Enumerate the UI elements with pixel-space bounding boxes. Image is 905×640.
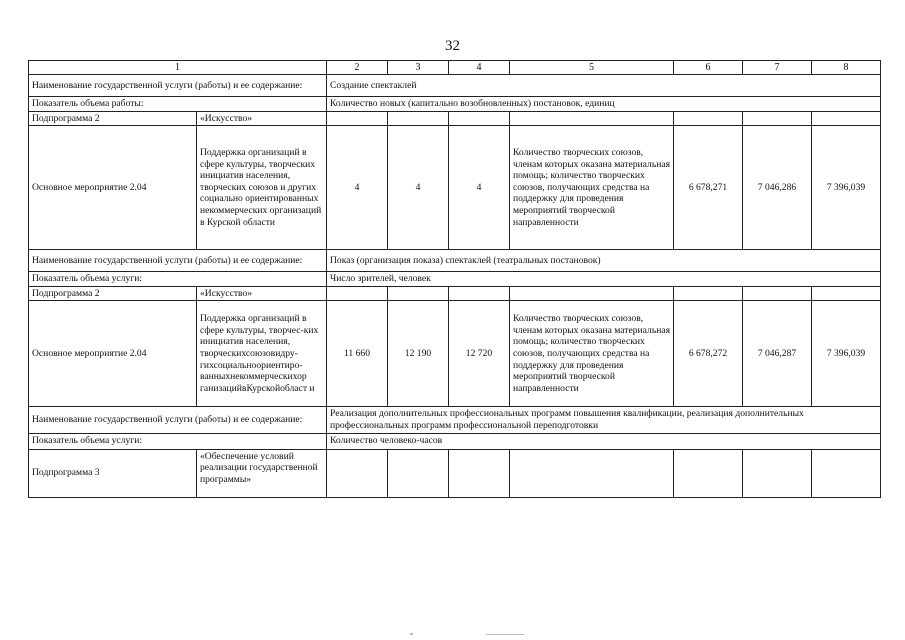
value-col-7: 7 046,287	[743, 301, 812, 407]
col-header-8: 8	[812, 61, 881, 75]
indicator-row	[29, 97, 881, 112]
value-col-6: 6 678,272	[674, 301, 743, 407]
value-col-5: Количество творческих союзов, членам которых оказана материальная помощь; количество творческих союзов, получающих средства на поддержку для проведения мероприятий творческой направленности	[510, 301, 674, 407]
event-row	[29, 301, 881, 407]
indicator-label: Показатель объема работы:	[29, 97, 327, 112]
indicator-value: Число зрителей, человек	[327, 272, 881, 287]
value-col-3: 4	[388, 126, 449, 250]
service-row	[29, 250, 881, 272]
value-col-8: 7 396,039	[812, 301, 881, 407]
value-col-4: 4	[449, 126, 510, 250]
indicator-label: Показатель объема услуги:	[29, 433, 327, 449]
value-col-5: Количество творческих союзов, членам которых оказана материальная помощь; количество творческих союзов, получающих средства на поддержку для проведения мероприятий творческой направленности	[510, 126, 674, 250]
budget-table	[28, 60, 881, 498]
col-header-4: 4	[449, 61, 510, 75]
service-value: Показ (организация показа) спектаклей (театральных постановок)	[327, 250, 881, 272]
subprogram-label: Подпрограмма 3	[29, 449, 197, 497]
value-col-4: 12 720	[449, 301, 510, 407]
scan-artifact	[486, 634, 524, 635]
col-header-5: 5	[510, 61, 674, 75]
value-col-3: 12 190	[388, 301, 449, 407]
column-numbers-row	[29, 61, 881, 75]
service-value: Создание спектаклей	[327, 75, 881, 97]
event-row	[29, 126, 881, 250]
subprogram-label: Подпрограмма 2	[29, 111, 197, 126]
subprogram-name: «Искусство»	[197, 111, 327, 126]
subprogram-name: «Обеспечение условий реализации государственной программы»	[197, 449, 327, 497]
value-col-7: 7 046,286	[743, 126, 812, 250]
page-number: 32	[445, 38, 460, 54]
event-label: Основное мероприятие 2.04	[29, 126, 197, 250]
subprogram-name: «Искусство»	[197, 286, 327, 301]
subprogram-label: Подпрограмма 2	[29, 286, 197, 301]
subprogram-row	[29, 449, 881, 497]
col-header-6: 6	[674, 61, 743, 75]
service-row	[29, 407, 881, 433]
service-label: Наименование государственной услуги (работы) и ее содержание:	[29, 250, 327, 272]
col-header-1: 1	[29, 61, 327, 75]
subprogram-row	[29, 111, 881, 126]
indicator-label: Показатель объема услуги:	[29, 272, 327, 287]
indicator-value: Количество человеко-часов	[327, 433, 881, 449]
event-description: Поддержка организаций в сфере культуры, творческих инициатив населения, творческих союзов и других социально ориентированных некоммерческих организаций в Курской области	[197, 126, 327, 250]
value-col-6: 6 678,271	[674, 126, 743, 250]
service-row	[29, 75, 881, 97]
value-col-8: 7 396,039	[812, 126, 881, 250]
service-label: Наименование государственной услуги (работы) и ее содержание:	[29, 407, 327, 433]
service-value: Реализация дополнительных профессиональных программ повышения квалификации, реализация дополнительных профессиональных программ профессиональной переподготовки	[327, 407, 881, 433]
event-label: Основное мероприятие 2.04	[29, 301, 197, 407]
event-description: Поддержка организаций в сфере культуры, творчес-ких инициатив населения, творческихсоюзовидру-гихсоциальноориентиро-ванныхнекоммерческихор ганизацийвКурскойоблаcт и	[197, 301, 327, 407]
col-header-2: 2	[327, 61, 388, 75]
indicator-value: Количество новых (капитально возобновленных) постановок, единиц	[327, 97, 881, 112]
subprogram-row	[29, 286, 881, 301]
indicator-row	[29, 433, 881, 449]
service-label: Наименование государственной услуги (работы) и ее содержание:	[29, 75, 327, 97]
value-col-2: 4	[327, 126, 388, 250]
indicator-row	[29, 272, 881, 287]
value-col-2: 11 660	[327, 301, 388, 407]
col-header-7: 7	[743, 61, 812, 75]
scan-artifact	[410, 633, 413, 635]
col-header-3: 3	[388, 61, 449, 75]
